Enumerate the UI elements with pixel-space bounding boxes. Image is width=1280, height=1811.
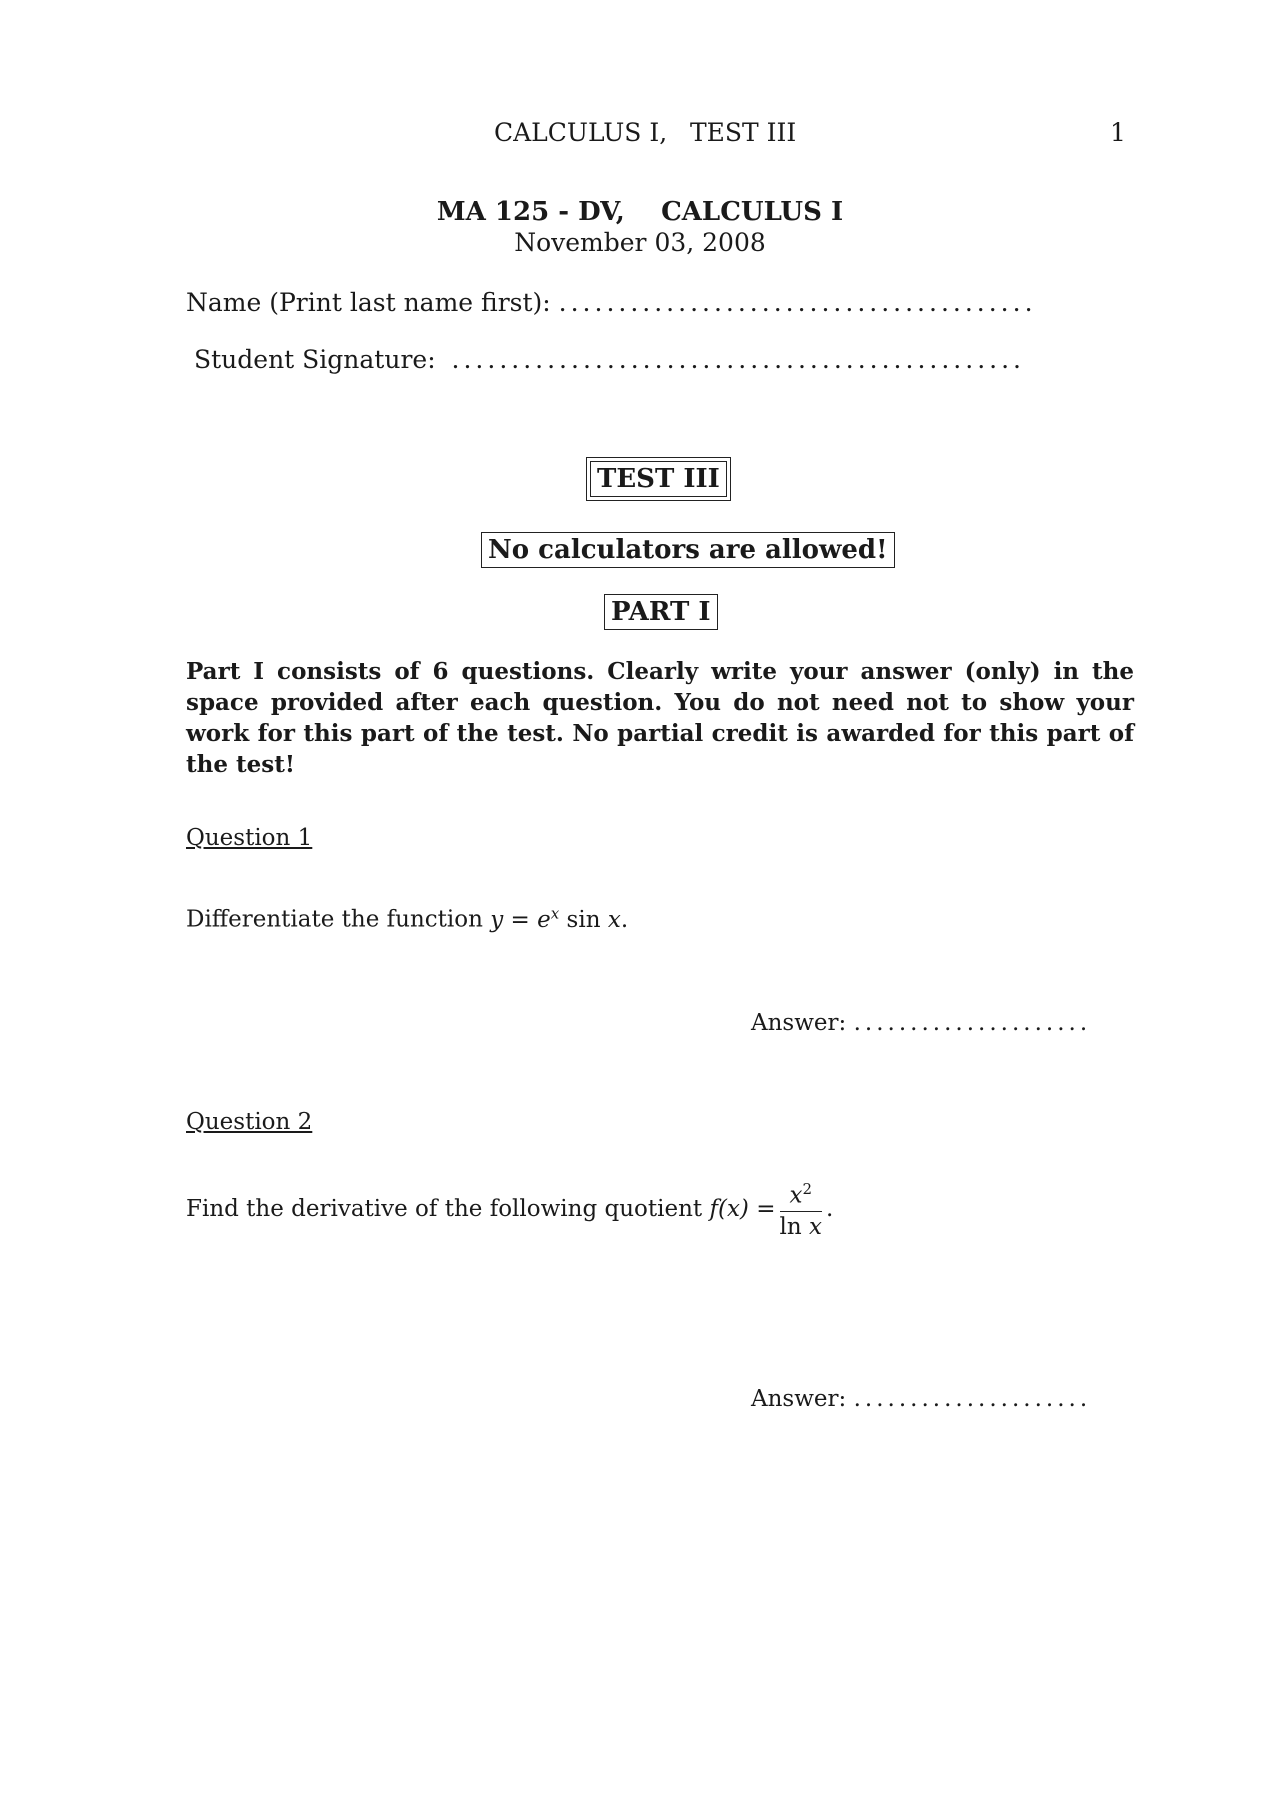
signature-label: Student Signature: — [194, 345, 436, 374]
q1-lhs: y — [490, 906, 504, 933]
signature-field — [194, 345, 1025, 374]
q2-fraction — [780, 1180, 822, 1240]
q1-function: sin — [566, 906, 601, 933]
q2-numerator — [780, 1180, 822, 1212]
course-name: CALCULUS I — [661, 197, 844, 227]
q1-period: . — [620, 906, 629, 933]
running-header-course: CALCULUS I, — [494, 118, 668, 147]
question-2-answer — [751, 1386, 1091, 1412]
q1-equals: = — [510, 906, 530, 933]
question-2-label: Question 2 — [186, 1109, 313, 1135]
q1-exponent: x — [550, 904, 560, 922]
calculators-box: No calculators are allowed! — [481, 532, 895, 568]
q1-base: e — [537, 906, 551, 933]
signature-dots: ................................................ — [451, 345, 1025, 374]
running-header-test: TEST III — [690, 118, 797, 147]
q2-den-function: ln — [779, 1213, 802, 1240]
question-1-answer-label: Answer: — [751, 1010, 847, 1036]
test-box — [586, 457, 731, 501]
instructions: Part I consists of 6 questions. Clearly write your answer (only) in the space provided after each question. You do not need not to show your work for this part of the test. No partial credit is awarded for this part of the test! — [186, 658, 1134, 778]
name-dots: ........................................ — [558, 288, 1037, 317]
test-box-label: TEST III — [590, 461, 727, 497]
question-1-answer-dots: ..................... — [853, 1010, 1092, 1036]
course-title — [0, 197, 1280, 227]
question-1-prompt: Differentiate the function — [186, 906, 483, 933]
name-label: Name (Print last name first): — [186, 288, 551, 317]
question-2-formula — [709, 1180, 834, 1240]
question-1-text — [186, 904, 628, 933]
q2-denominator — [780, 1212, 822, 1240]
question-2-text — [186, 1180, 833, 1240]
question-1-answer — [751, 1010, 1091, 1036]
question-1-formula — [490, 904, 629, 933]
name-field — [186, 288, 1037, 317]
q2-num-exponent: 2 — [802, 1180, 812, 1198]
q2-equals: = — [756, 1195, 776, 1222]
q2-den-argument: x — [808, 1213, 822, 1240]
question-2-answer-dots: ..................... — [853, 1386, 1092, 1412]
q2-lhs: f(x) — [709, 1195, 749, 1222]
q2-num-base: x — [789, 1182, 803, 1209]
part-box: PART I — [604, 594, 718, 630]
question-2-prompt: Find the derivative of the following quotient — [186, 1195, 703, 1222]
q1-argument: x — [607, 906, 621, 933]
course-code: MA 125 - DV, — [436, 197, 625, 227]
q2-period: . — [825, 1195, 834, 1222]
question-1-label: Question 1 — [186, 825, 313, 851]
exam-date: November 03, 2008 — [514, 228, 766, 257]
question-2-answer-label: Answer: — [751, 1386, 847, 1412]
page-number: 1 — [1110, 118, 1126, 147]
